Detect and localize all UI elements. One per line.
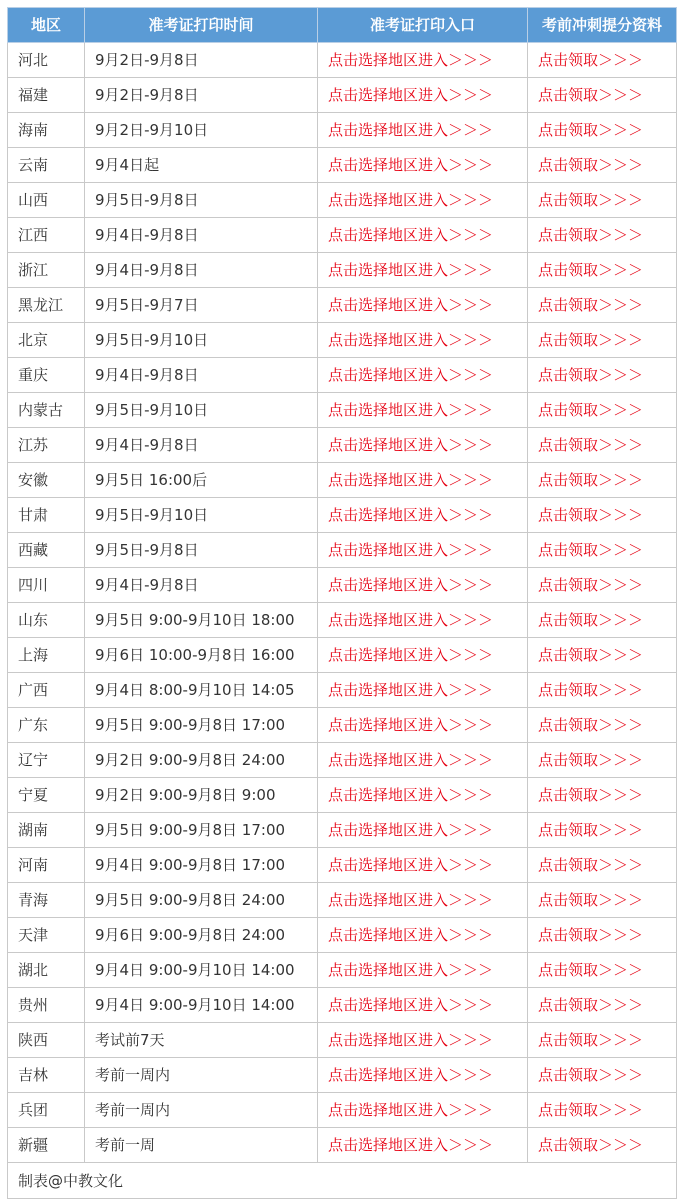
select-region-link[interactable]: 点击选择地区进入＞＞＞ xyxy=(318,288,528,323)
print-time-cell: 9月5日-9月10日 xyxy=(85,323,318,358)
get-materials-link[interactable]: 点击领取＞＞＞ xyxy=(528,78,677,113)
get-materials-link[interactable]: 点击领取＞＞＞ xyxy=(528,148,677,183)
region-cell: 云南 xyxy=(8,148,85,183)
get-materials-link[interactable]: 点击领取＞＞＞ xyxy=(528,1058,677,1093)
select-region-link[interactable]: 点击选择地区进入＞＞＞ xyxy=(318,218,528,253)
print-time-cell: 9月5日-9月8日 xyxy=(85,183,318,218)
select-region-link[interactable]: 点击选择地区进入＞＞＞ xyxy=(318,778,528,813)
print-time-cell: 9月5日 9:00-9月8日 17:00 xyxy=(85,708,318,743)
get-materials-link[interactable]: 点击领取＞＞＞ xyxy=(528,323,677,358)
region-cell: 甘肃 xyxy=(8,498,85,533)
region-cell: 江苏 xyxy=(8,428,85,463)
table-row xyxy=(8,953,677,988)
print-time-cell: 9月4日 9:00-9月8日 17:00 xyxy=(85,848,318,883)
region-cell: 青海 xyxy=(8,883,85,918)
table-row xyxy=(8,568,677,603)
table-row xyxy=(8,183,677,218)
select-region-link[interactable]: 点击选择地区进入＞＞＞ xyxy=(318,463,528,498)
select-region-link[interactable]: 点击选择地区进入＞＞＞ xyxy=(318,183,528,218)
select-region-link[interactable]: 点击选择地区进入＞＞＞ xyxy=(318,568,528,603)
select-region-link[interactable]: 点击选择地区进入＞＞＞ xyxy=(318,1093,528,1128)
select-region-link[interactable]: 点击选择地区进入＞＞＞ xyxy=(318,533,528,568)
get-materials-link[interactable]: 点击领取＞＞＞ xyxy=(528,918,677,953)
get-materials-link[interactable]: 点击领取＞＞＞ xyxy=(528,113,677,148)
print-time-cell: 考前一周内 xyxy=(85,1093,318,1128)
table-row xyxy=(8,778,677,813)
print-time-cell: 9月4日-9月8日 xyxy=(85,218,318,253)
get-materials-link[interactable]: 点击领取＞＞＞ xyxy=(528,813,677,848)
select-region-link[interactable]: 点击选择地区进入＞＞＞ xyxy=(318,428,528,463)
print-time-cell: 9月4日 8:00-9月10日 14:05 xyxy=(85,673,318,708)
table-row xyxy=(8,673,677,708)
region-cell: 安徽 xyxy=(8,463,85,498)
print-time-cell: 9月5日 9:00-9月8日 24:00 xyxy=(85,883,318,918)
table-row xyxy=(8,428,677,463)
print-time-cell: 9月6日 9:00-9月8日 24:00 xyxy=(85,918,318,953)
table-row xyxy=(8,253,677,288)
get-materials-link[interactable]: 点击领取＞＞＞ xyxy=(528,848,677,883)
header-region: 地区 xyxy=(8,8,85,43)
region-cell: 贵州 xyxy=(8,988,85,1023)
region-cell: 山西 xyxy=(8,183,85,218)
table-row xyxy=(8,883,677,918)
table-footer-row xyxy=(8,1163,677,1199)
select-region-link[interactable]: 点击选择地区进入＞＞＞ xyxy=(318,498,528,533)
region-cell: 河南 xyxy=(8,848,85,883)
print-time-cell: 9月5日-9月8日 xyxy=(85,533,318,568)
table-row xyxy=(8,358,677,393)
region-cell: 广西 xyxy=(8,673,85,708)
region-cell: 湖北 xyxy=(8,953,85,988)
get-materials-link[interactable]: 点击领取＞＞＞ xyxy=(528,638,677,673)
table-row xyxy=(8,78,677,113)
get-materials-link[interactable]: 点击领取＞＞＞ xyxy=(528,393,677,428)
get-materials-link[interactable]: 点击领取＞＞＞ xyxy=(528,428,677,463)
print-time-cell: 9月5日 16:00后 xyxy=(85,463,318,498)
header-print-time: 准考证打印时间 xyxy=(85,8,318,43)
print-time-cell: 考前一周内 xyxy=(85,1058,318,1093)
table-row xyxy=(8,1023,677,1058)
select-region-link[interactable]: 点击选择地区进入＞＞＞ xyxy=(318,78,528,113)
get-materials-link[interactable]: 点击领取＞＞＞ xyxy=(528,673,677,708)
region-cell: 江西 xyxy=(8,218,85,253)
region-cell: 重庆 xyxy=(8,358,85,393)
print-time-cell: 9月2日-9月8日 xyxy=(85,78,318,113)
select-region-link[interactable]: 点击选择地区进入＞＞＞ xyxy=(318,1128,528,1163)
select-region-link[interactable]: 点击选择地区进入＞＞＞ xyxy=(318,638,528,673)
exam-ticket-table-container xyxy=(7,7,676,1199)
print-time-cell: 9月4日 9:00-9月10日 14:00 xyxy=(85,988,318,1023)
print-time-cell: 9月5日-9月10日 xyxy=(85,393,318,428)
select-region-link[interactable]: 点击选择地区进入＞＞＞ xyxy=(318,323,528,358)
get-materials-link[interactable]: 点击领取＞＞＞ xyxy=(528,358,677,393)
exam-ticket-table xyxy=(7,7,677,1199)
table-row xyxy=(8,813,677,848)
print-time-cell: 9月4日起 xyxy=(85,148,318,183)
print-time-cell: 9月2日 9:00-9月8日 24:00 xyxy=(85,743,318,778)
select-region-link[interactable]: 点击选择地区进入＞＞＞ xyxy=(318,883,528,918)
region-cell: 北京 xyxy=(8,323,85,358)
region-cell: 陕西 xyxy=(8,1023,85,1058)
get-materials-link[interactable]: 点击领取＞＞＞ xyxy=(528,288,677,323)
get-materials-link[interactable]: 点击领取＞＞＞ xyxy=(528,988,677,1023)
select-region-link[interactable]: 点击选择地区进入＞＞＞ xyxy=(318,743,528,778)
table-row xyxy=(8,918,677,953)
table-row xyxy=(8,1128,677,1163)
get-materials-link[interactable]: 点击领取＞＞＞ xyxy=(528,568,677,603)
table-footer-credit: 制表@中教文化 xyxy=(8,1163,677,1199)
table-header-row xyxy=(8,8,677,43)
header-materials: 考前冲刺提分资料 xyxy=(528,8,677,43)
print-time-cell: 9月4日-9月8日 xyxy=(85,568,318,603)
region-cell: 湖南 xyxy=(8,813,85,848)
table-row xyxy=(8,988,677,1023)
table-row xyxy=(8,1093,677,1128)
select-region-link[interactable]: 点击选择地区进入＞＞＞ xyxy=(318,988,528,1023)
select-region-link[interactable]: 点击选择地区进入＞＞＞ xyxy=(318,148,528,183)
get-materials-link[interactable]: 点击领取＞＞＞ xyxy=(528,463,677,498)
print-time-cell: 9月4日 9:00-9月10日 14:00 xyxy=(85,953,318,988)
select-region-link[interactable]: 点击选择地区进入＞＞＞ xyxy=(318,708,528,743)
print-time-cell: 9月5日 9:00-9月8日 17:00 xyxy=(85,813,318,848)
get-materials-link[interactable]: 点击领取＞＞＞ xyxy=(528,778,677,813)
select-region-link[interactable]: 点击选择地区进入＞＞＞ xyxy=(318,603,528,638)
get-materials-link[interactable]: 点击领取＞＞＞ xyxy=(528,533,677,568)
region-cell: 内蒙古 xyxy=(8,393,85,428)
select-region-link[interactable]: 点击选择地区进入＞＞＞ xyxy=(318,113,528,148)
header-print-entry: 准考证打印入口 xyxy=(318,8,528,43)
region-cell: 辽宁 xyxy=(8,743,85,778)
select-region-link[interactable]: 点击选择地区进入＞＞＞ xyxy=(318,1058,528,1093)
table-row xyxy=(8,43,677,78)
region-cell: 兵团 xyxy=(8,1093,85,1128)
get-materials-link[interactable]: 点击领取＞＞＞ xyxy=(528,1023,677,1058)
select-region-link[interactable]: 点击选择地区进入＞＞＞ xyxy=(318,953,528,988)
region-cell: 西藏 xyxy=(8,533,85,568)
region-cell: 宁夏 xyxy=(8,778,85,813)
table-row xyxy=(8,463,677,498)
select-region-link[interactable]: 点击选择地区进入＞＞＞ xyxy=(318,253,528,288)
print-time-cell: 考试前7天 xyxy=(85,1023,318,1058)
table-row xyxy=(8,743,677,778)
table-row xyxy=(8,393,677,428)
table-row xyxy=(8,323,677,358)
table-row xyxy=(8,148,677,183)
print-time-cell: 9月5日-9月7日 xyxy=(85,288,318,323)
select-region-link[interactable]: 点击选择地区进入＞＞＞ xyxy=(318,673,528,708)
table-row xyxy=(8,1058,677,1093)
select-region-link[interactable]: 点击选择地区进入＞＞＞ xyxy=(318,848,528,883)
table-body xyxy=(8,43,677,1163)
get-materials-link[interactable]: 点击领取＞＞＞ xyxy=(528,1128,677,1163)
get-materials-link[interactable]: 点击领取＞＞＞ xyxy=(528,883,677,918)
print-time-cell: 9月2日-9月8日 xyxy=(85,43,318,78)
region-cell: 上海 xyxy=(8,638,85,673)
print-time-cell: 9月4日-9月8日 xyxy=(85,358,318,393)
select-region-link[interactable]: 点击选择地区进入＞＞＞ xyxy=(318,358,528,393)
table-row xyxy=(8,218,677,253)
get-materials-link[interactable]: 点击领取＞＞＞ xyxy=(528,953,677,988)
get-materials-link[interactable]: 点击领取＞＞＞ xyxy=(528,253,677,288)
region-cell: 广东 xyxy=(8,708,85,743)
print-time-cell: 9月6日 10:00-9月8日 16:00 xyxy=(85,638,318,673)
region-cell: 天津 xyxy=(8,918,85,953)
region-cell: 浙江 xyxy=(8,253,85,288)
region-cell: 新疆 xyxy=(8,1128,85,1163)
get-materials-link[interactable]: 点击领取＞＞＞ xyxy=(528,1093,677,1128)
select-region-link[interactable]: 点击选择地区进入＞＞＞ xyxy=(318,393,528,428)
get-materials-link[interactable]: 点击领取＞＞＞ xyxy=(528,603,677,638)
print-time-cell: 考前一周 xyxy=(85,1128,318,1163)
table-row xyxy=(8,288,677,323)
table-row xyxy=(8,113,677,148)
table-row xyxy=(8,848,677,883)
table-row xyxy=(8,603,677,638)
region-cell: 福建 xyxy=(8,78,85,113)
print-time-cell: 9月5日-9月10日 xyxy=(85,498,318,533)
select-region-link[interactable]: 点击选择地区进入＞＞＞ xyxy=(318,1023,528,1058)
region-cell: 吉林 xyxy=(8,1058,85,1093)
region-cell: 河北 xyxy=(8,43,85,78)
table-row xyxy=(8,533,677,568)
get-materials-link[interactable]: 点击领取＞＞＞ xyxy=(528,708,677,743)
region-cell: 四川 xyxy=(8,568,85,603)
table-row xyxy=(8,498,677,533)
print-time-cell: 9月2日 9:00-9月8日 9:00 xyxy=(85,778,318,813)
region-cell: 山东 xyxy=(8,603,85,638)
get-materials-link[interactable]: 点击领取＞＞＞ xyxy=(528,183,677,218)
table-row xyxy=(8,638,677,673)
get-materials-link[interactable]: 点击领取＞＞＞ xyxy=(528,498,677,533)
get-materials-link[interactable]: 点击领取＞＞＞ xyxy=(528,218,677,253)
print-time-cell: 9月5日 9:00-9月10日 18:00 xyxy=(85,603,318,638)
select-region-link[interactable]: 点击选择地区进入＞＞＞ xyxy=(318,43,528,78)
get-materials-link[interactable]: 点击领取＞＞＞ xyxy=(528,43,677,78)
get-materials-link[interactable]: 点击领取＞＞＞ xyxy=(528,743,677,778)
select-region-link[interactable]: 点击选择地区进入＞＞＞ xyxy=(318,813,528,848)
print-time-cell: 9月2日-9月10日 xyxy=(85,113,318,148)
region-cell: 黑龙江 xyxy=(8,288,85,323)
select-region-link[interactable]: 点击选择地区进入＞＞＞ xyxy=(318,918,528,953)
print-time-cell: 9月4日-9月8日 xyxy=(85,253,318,288)
table-row xyxy=(8,708,677,743)
region-cell: 海南 xyxy=(8,113,85,148)
print-time-cell: 9月4日-9月8日 xyxy=(85,428,318,463)
